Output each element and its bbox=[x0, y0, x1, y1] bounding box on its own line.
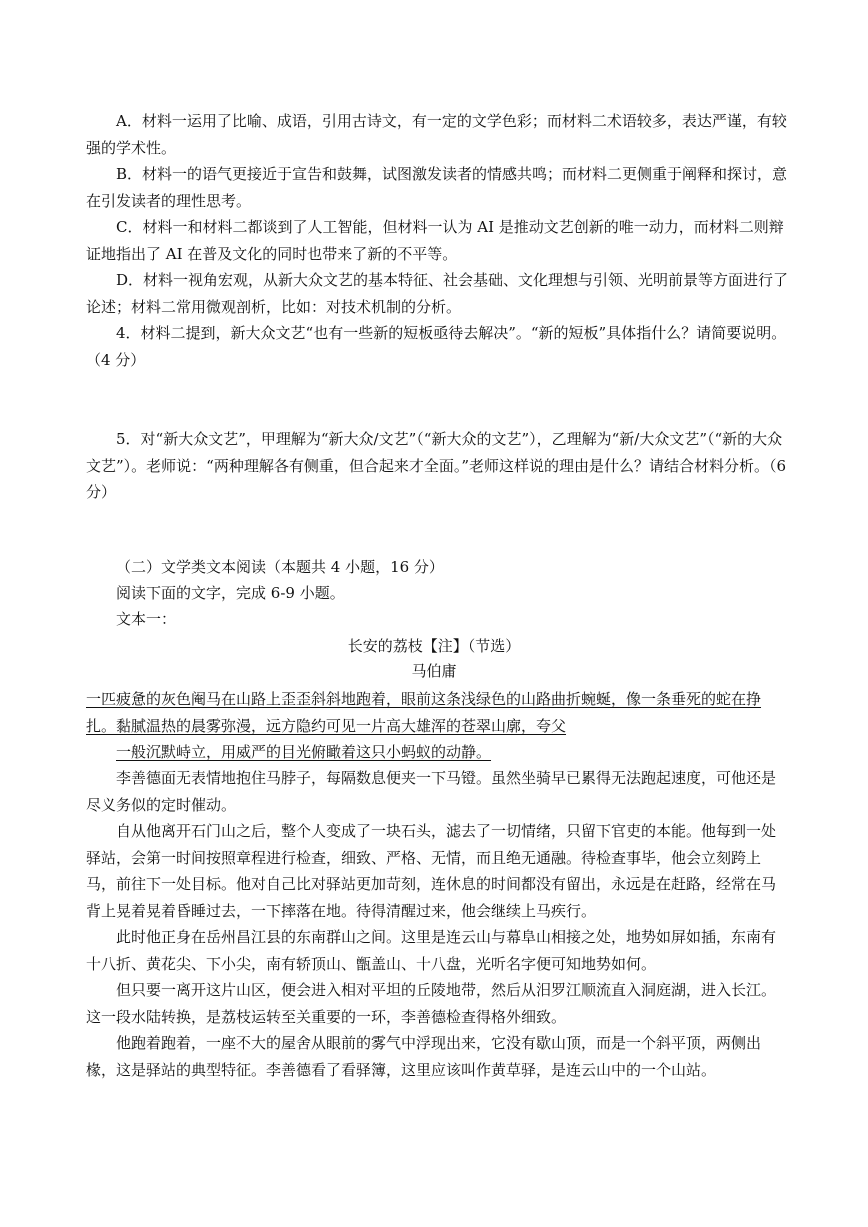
story-title: 长安的荔枝【注】（节选） bbox=[347, 637, 521, 655]
text-label: 文本一： bbox=[116, 610, 177, 628]
story-paragraph-4: 但只要一离开这片山区，便会进入相对平坦的丘陵地带，然后从汨罗江顺流直入洞庭湖，进入长江。这一段水陆转换，是荔枝运转至关重要的一环，李善德检查得格外细致。 bbox=[86, 981, 777, 1026]
story-paragraph-5: 他跑着跑着，一座不大的屋舍从眼前的雾气中浮现出来，它没有歇山顶，而是一个斜平顶，两侧出椽，这是驿站的典型特征。李善德看了看驿簿，这里应该叫作黄草驿，是连云山中的一个山站。 bbox=[86, 1034, 762, 1079]
option-c: C．材料一和材料二都谈到了人工智能，但材料一认为 AI 是推动文艺创新的唯一动力，而材料二则辩证地指出了 AI 在普及文化的同时也带来了新的不平等。 bbox=[86, 218, 784, 263]
story-paragraph-2: 自从他离开石门山之后，整个人变成了一块石头，滤去了一切情绪，只留下官吏的本能。他每到一处驿站，会第一时间按照章程进行检查，细致、严格、无情，而且绝无通融。待检查事毕，他会立刻跨上马，前往下一处目标。他对自己比对驿站更加苛刻，连休息的时间都没有留出，永远是在赶路，经常在马背上晃着晃着昏睡过去，一下摔落在地。待得清醒过来，他会继续上马疾行。 bbox=[86, 822, 777, 920]
story-paragraph-3: 此时他正身在岳州昌江县的东南群山之间。这里是连云山与幕阜山相接之处，地势如屏如插，东南有十八折、黄花尖、下小尖，南有轿顶山、甑盖山、十八盘，光听名字便可知地势如何。 bbox=[86, 928, 777, 973]
story-author: 马伯庸 bbox=[411, 662, 457, 680]
underlined-passage-2: 一般沉默峙立，用威严的目光俯瞰着这只小蚂蚁的动静。 bbox=[116, 743, 492, 761]
section-instruction: 阅读下面的文字，完成 6-9 小题。 bbox=[116, 584, 345, 602]
section-heading: （二）文学类文本阅读（本题共 4 小题，16 分） bbox=[116, 558, 444, 576]
story-paragraph-1: 李善德面无表情地抱住马脖子，每隔数息便夹一下马镫。虽然坐骑早已累得无法跑起速度，可他还是尽义务似的定时催动。 bbox=[86, 769, 777, 814]
question-5: 5．对“新大众文艺”，甲理解为“新大众/文艺”（“新大众的文艺”），乙理解为“新/大众文艺”（“新的大众文艺”）。老师说：“两种理解各有侧重，但合起来才全面。”老师这样说的理由是什么？请结合材料分析。（6 分） bbox=[86, 430, 787, 501]
option-a: A．材料一运用了比喻、成语，引用古诗文，有一定的文学色彩；而材料二术语较多，表达严谨，有较强的学术性。 bbox=[86, 112, 787, 157]
option-b: B．材料一的语气更接近于宣告和鼓舞，试图激发读者的情感共鸣；而材料二更侧重于阐释和探讨，意在引发读者的理性思考。 bbox=[86, 165, 788, 210]
underlined-passage-1: 一匹疲惫的灰色阉马在山路上歪歪斜斜地跑着，眼前这条浅绿色的山路曲折蜿蜒，像一条垂死的蛇在挣扎。黏腻温热的晨雾弥漫，远方隐约可见一片高大雄浑的苍翠山廓，夸父 bbox=[86, 690, 762, 735]
option-d: D．材料一视角宏观，从新大众文艺的基本特征、社会基础、文化理想与引领、光明前景等方面进行了论述；材料二常用微观剖析，比如：对技术机制的分析。 bbox=[86, 271, 789, 316]
question-4: 4．材料二提到，新大众文艺“也有一些新的短板亟待去解决”。“新的短板”具体指什么？请简要说明。（4 分） bbox=[86, 324, 787, 369]
